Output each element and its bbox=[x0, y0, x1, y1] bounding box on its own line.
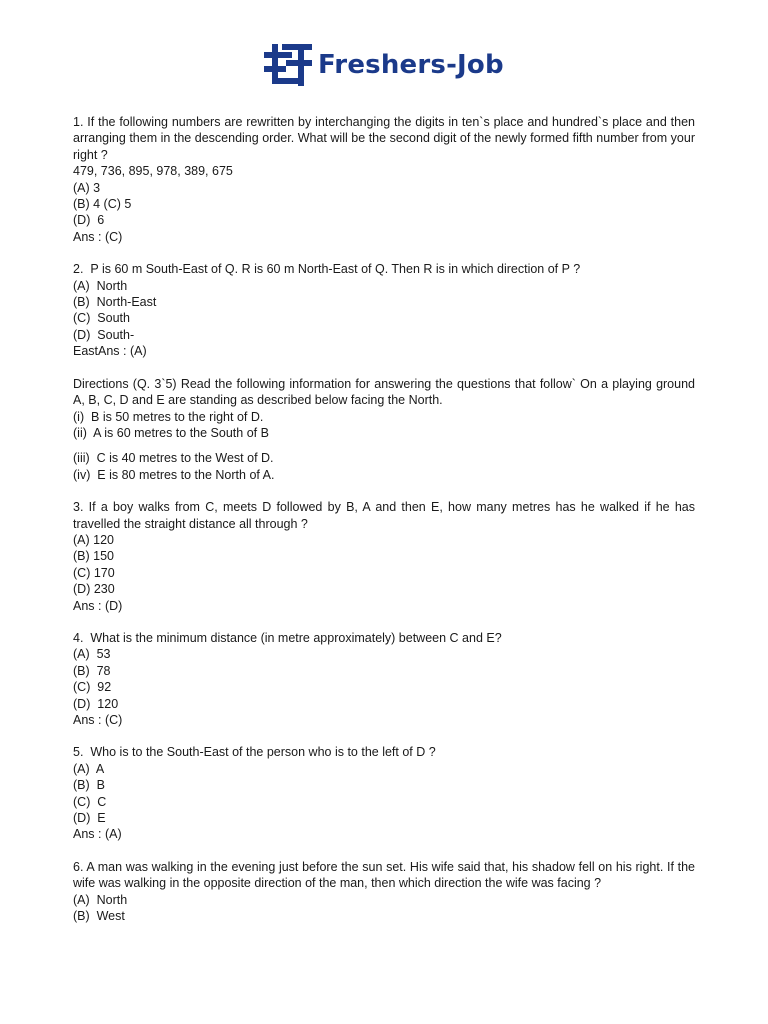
directions-item-ii: (ii) A is 60 metres to the South of B bbox=[73, 425, 269, 440]
question-3-answer: Ans : (D) bbox=[73, 598, 123, 613]
question-3-option-c: (C) 170 bbox=[73, 565, 115, 580]
question-4-option-c: (C) 92 bbox=[73, 680, 112, 695]
question-5-option-b: (B) B bbox=[73, 778, 105, 793]
question-3-text: 3. If a boy walks from C, meets D followed by B, A and then E, how many metres has he walked if he has travelled the straight distance all through ? bbox=[73, 500, 695, 531]
directions-text: Directions (Q. 3`5) Read the following information for answering the questions that follow` On a playing ground A, B, C, D and E are standing as described below facing the North. bbox=[73, 376, 695, 408]
brand-logo bbox=[264, 42, 504, 88]
question-6-option-b: (B) West bbox=[73, 909, 125, 924]
question-2-option-b: (B) North-East bbox=[73, 295, 157, 310]
question-5-option-c: (C) C bbox=[73, 794, 107, 809]
question-2-option-a: (A) North bbox=[73, 278, 128, 293]
directions-item-i: (i) B is 50 metres to the right of D. bbox=[73, 409, 264, 424]
question-4-option-a: (A) 53 bbox=[73, 647, 111, 662]
question-content bbox=[73, 114, 695, 924]
directions-item-iii: (iii) C is 40 metres to the West of D. bbox=[73, 451, 274, 466]
brand-name: Freshers-Job bbox=[318, 50, 504, 80]
question-4-option-b: (B) 78 bbox=[73, 663, 111, 678]
question-6-text: 6. A man was walking in the evening just before the sun set. His wife said that, his shadow fell on his right. If the wife was walking in the opposite direction of the man, then which direction the wife was facing ? bbox=[73, 859, 695, 891]
question-3-option-a: (A) 120 bbox=[73, 532, 114, 547]
question-2-option-d: (D) South- bbox=[73, 327, 135, 342]
question-4-option-d: (D) 120 bbox=[73, 696, 119, 711]
question-1-answer: Ans : (C) bbox=[73, 229, 123, 244]
question-5-text: 5. Who is to the South-East of the person who is to the left of D ? bbox=[73, 745, 436, 760]
question-3-option-d: (D) 230 bbox=[73, 582, 115, 597]
question-6-option-a: (A) North bbox=[73, 892, 128, 907]
question-4-text: 4. What is the minimum distance (in metre approximately) between C and E? bbox=[73, 630, 502, 645]
freshers-job-logo-icon bbox=[264, 42, 312, 88]
directions-item-iv: (iv) E is 80 metres to the North of A. bbox=[73, 467, 275, 482]
question-2-text: 2. P is 60 m South-East of Q. R is 60 m North-East of Q. Then R is in which direction of P ? bbox=[73, 262, 581, 277]
question-1-option-d: (D) 6 bbox=[73, 213, 105, 228]
question-1-text: 1. If the following numbers are rewritten by interchanging the digits in ten`s place and hundred`s place and then arranging them in the descending order. What will be the second digit of the newly formed fifth number from your right ? bbox=[73, 115, 695, 162]
question-1-option-b: (B) 4 (C) 5 bbox=[73, 197, 132, 212]
question-1-numbers: 479, 736, 895, 978, 389, 675 bbox=[73, 164, 233, 179]
question-3-option-b: (B) 150 bbox=[73, 549, 114, 564]
question-1-option-a: (A) 3 bbox=[73, 180, 101, 195]
question-2-answer: EastAns : (A) bbox=[73, 344, 147, 359]
question-2-option-c: (C) South bbox=[73, 311, 130, 326]
question-5-option-a: (A) A bbox=[73, 761, 105, 776]
question-4-answer: Ans : (C) bbox=[73, 713, 123, 727]
question-5-answer: Ans : (A) bbox=[73, 827, 122, 842]
question-5-option-d: (D) E bbox=[73, 811, 106, 826]
